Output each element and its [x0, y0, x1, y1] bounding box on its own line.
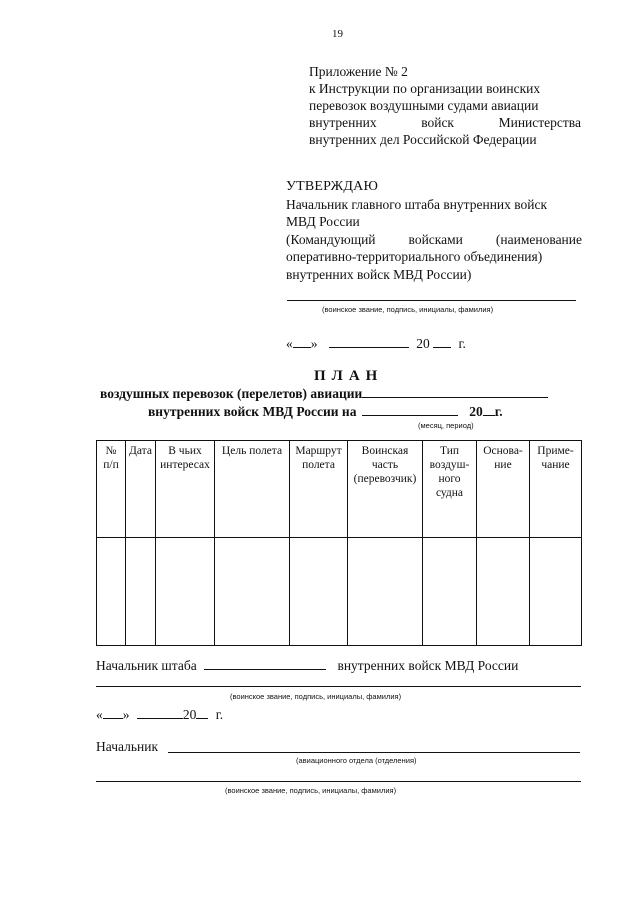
year-suffix: г.: [458, 336, 466, 351]
approval-block: [286, 178, 582, 283]
chief-of-staff-tail: внутренних войск МВД России: [337, 658, 519, 673]
plan-table: [96, 440, 582, 646]
page-number: 19: [332, 28, 343, 40]
period-blank: [362, 403, 458, 416]
chief-signature-line: [168, 752, 580, 753]
column-header: Приме- чание: [530, 441, 582, 538]
table-header-row: [97, 441, 582, 538]
approval-date: [286, 335, 466, 352]
approval-word: войсками: [408, 231, 463, 247]
appendix-word: внутренних: [309, 115, 377, 130]
plan-subtitle-2: [148, 403, 503, 420]
column-header: № п/п: [97, 441, 126, 538]
quote-open: «: [286, 336, 293, 351]
column-header: Воинская часть (перевозчик): [348, 441, 423, 538]
column-header: Маршрут полета: [290, 441, 348, 538]
approval-signature-line: [287, 300, 576, 301]
quote-open: «: [96, 707, 103, 722]
appendix-line: перевозок воздушными судами авиации: [309, 98, 539, 113]
column-header: В чьих интересах: [156, 441, 215, 538]
chief-of-staff-signature-line: [96, 686, 581, 687]
appendix-line: [309, 114, 581, 131]
approval-line: МВД России: [286, 214, 360, 229]
plan-subtitle: [100, 385, 548, 402]
appendix-line: внутренних дел Российской Федерации: [309, 132, 537, 147]
chief-of-staff-signature-caption: (воинское звание, подпись, инициалы, фамилия): [230, 692, 402, 701]
table-cell[interactable]: [126, 538, 156, 646]
approval-line: оперативно-территориального объединения): [286, 249, 543, 264]
plan-subtitle-text: воздушных перевозок (перелетов) авиации: [100, 386, 363, 401]
appendix-word: войск: [421, 115, 454, 130]
quote-close: »: [122, 707, 130, 722]
chief-rank-signature-line: [96, 781, 581, 782]
chief-label: Начальник: [96, 739, 159, 754]
approval-word: (Командующий: [286, 231, 376, 247]
day-blank: [293, 335, 311, 348]
table-cell[interactable]: [423, 538, 477, 646]
aviation-blank: [362, 385, 548, 398]
period-caption: (месяц, период): [418, 421, 474, 430]
chief-signature-caption: (воинское звание, подпись, инициалы, фамилия): [225, 786, 397, 795]
column-header: Тип воздуш- ного судна: [423, 441, 477, 538]
approval-signature-caption: (воинское звание, подпись, инициалы, фамилия): [322, 305, 494, 314]
plan-subtitle-text: внутренних войск МВД России на: [148, 404, 357, 419]
table-cell[interactable]: [477, 538, 530, 646]
approval-line: Начальник главного штаба внутренних войск: [286, 196, 548, 212]
year-blank: [433, 335, 451, 348]
year-prefix: 20: [469, 404, 483, 419]
appendix-block: [309, 63, 581, 148]
table-cell[interactable]: [156, 538, 215, 646]
table-cell[interactable]: [215, 538, 290, 646]
table-cell[interactable]: [530, 538, 582, 646]
year-suffix: г.: [494, 404, 503, 419]
quote-close: »: [310, 336, 318, 351]
aviation-department-caption: (авиационного отдела (отделения): [296, 756, 417, 765]
plan-title: ПЛАН: [314, 368, 384, 384]
approval-line: внутренних войск МВД России): [286, 266, 472, 282]
column-header: Дата: [126, 441, 156, 538]
table-cell[interactable]: [348, 538, 423, 646]
column-header: Основа- ние: [477, 441, 530, 538]
chief-of-staff-line: [96, 657, 518, 674]
month-blank: [329, 335, 409, 348]
appendix-word: Министерства: [498, 115, 581, 130]
column-header: Цель полета: [215, 441, 290, 538]
year-prefix: 20: [182, 707, 197, 722]
table-cell[interactable]: [97, 538, 126, 646]
day-blank: [103, 706, 123, 719]
approval-line: [286, 231, 582, 249]
table-row: [97, 538, 582, 646]
year-blank: [196, 706, 208, 719]
approval-heading: УТВЕРЖДАЮ: [286, 179, 379, 194]
appendix-title: Приложение № 2: [309, 64, 408, 79]
chief-of-staff-label: Начальник штаба: [96, 658, 197, 673]
appendix-line: к Инструкции по организации воинских: [309, 81, 541, 96]
year-prefix: 20: [416, 336, 430, 351]
footer-date: [96, 706, 223, 723]
chief-of-staff-blank: [204, 657, 326, 670]
month-blank: [137, 706, 183, 719]
year-suffix: г.: [215, 707, 224, 722]
approval-word: (наименование: [495, 231, 582, 247]
table-cell[interactable]: [290, 538, 348, 646]
year-blank: [483, 403, 495, 416]
